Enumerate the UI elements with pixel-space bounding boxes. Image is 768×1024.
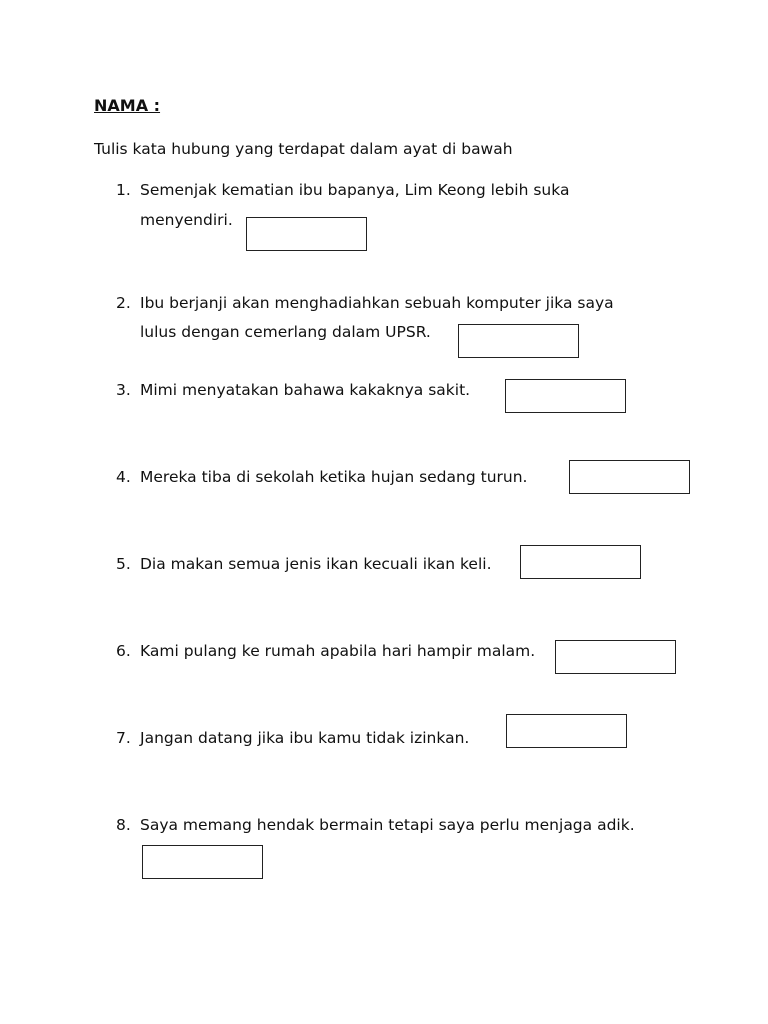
question-6-line-1: Kami pulang ke rumah apabila hari hampir malam. [140, 642, 536, 660]
answer-box-1[interactable] [246, 217, 367, 251]
question-1-line-2: menyendiri. [140, 211, 233, 229]
question-number: 6. [116, 642, 131, 660]
name-label: NAMA : [94, 96, 161, 115]
question-number: 5. [116, 555, 131, 573]
answer-box-4[interactable] [569, 460, 690, 494]
question-number: 4. [116, 468, 131, 486]
question-8-line-1: Saya memang hendak bermain tetapi saya perlu menjaga adik. [140, 816, 635, 834]
question-number: 2. [116, 294, 131, 312]
question-7-line-1: Jangan datang jika ibu kamu tidak izinkan. [140, 729, 470, 747]
instruction-text: Tulis kata hubung yang terdapat dalam ayat di bawah [94, 140, 513, 158]
question-1-line-1: Semenjak kematian ibu bapanya, Lim Keong lebih suka [140, 181, 570, 199]
answer-box-5[interactable] [520, 545, 641, 579]
answer-box-2[interactable] [458, 324, 579, 358]
question-number: 7. [116, 729, 131, 747]
question-5-line-1: Dia makan semua jenis ikan kecuali ikan keli. [140, 555, 492, 573]
answer-box-8[interactable] [142, 845, 263, 879]
question-number: 1. [116, 181, 131, 199]
question-number: 8. [116, 816, 131, 834]
question-2-line-1: Ibu berjanji akan menghadiahkan sebuah komputer jika saya [140, 294, 614, 312]
answer-box-6[interactable] [555, 640, 676, 674]
answer-box-7[interactable] [506, 714, 627, 748]
question-3-line-1: Mimi menyatakan bahawa kakaknya sakit. [140, 381, 471, 399]
question-4-line-1: Mereka tiba di sekolah ketika hujan sedang turun. [140, 468, 528, 486]
answer-box-3[interactable] [505, 379, 626, 413]
question-2-line-2: lulus dengan cemerlang dalam UPSR. [140, 323, 431, 341]
question-number: 3. [116, 381, 131, 399]
